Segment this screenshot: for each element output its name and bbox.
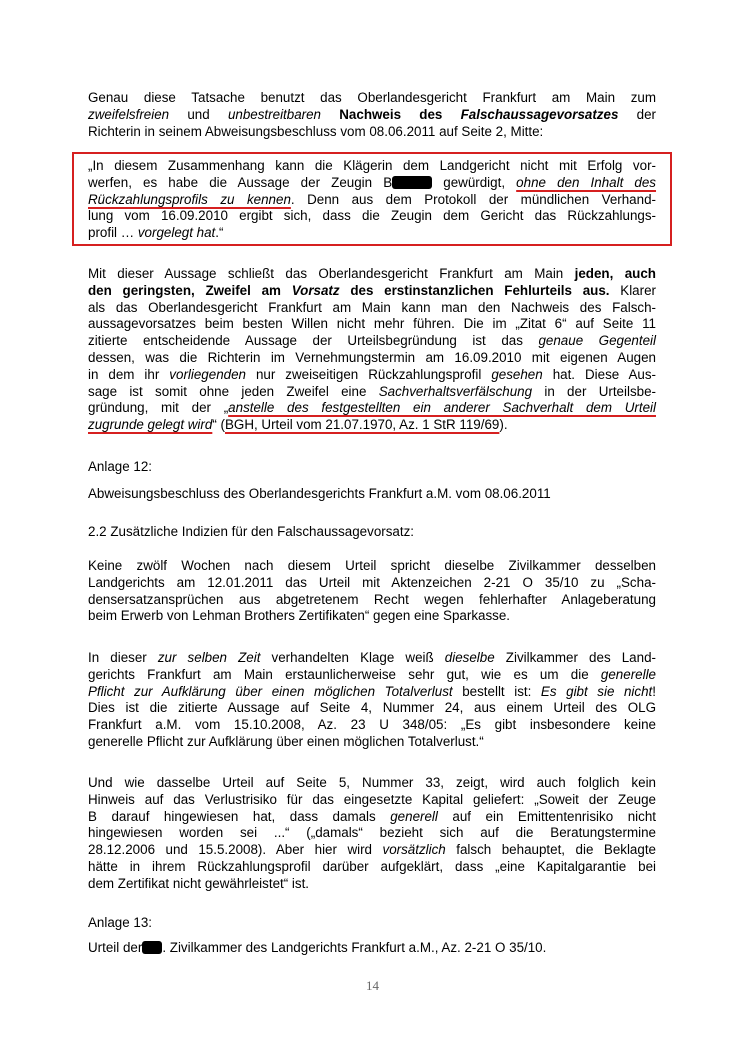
intro-paragraph	[88, 90, 656, 140]
text-line: zweifelsfreien und unbestreitbaren Nachweis des Falschaussagevorsatzes der	[88, 106, 656, 122]
text-line: den geringsten, Zweifel am Vorsatz des erstinstanzlichen Fehlurteils aus. Klarer	[88, 282, 656, 298]
text-line: Keine zwölf Wochen nach diesem Urteil spricht dieselbe Zivilkammer desselben	[88, 558, 656, 573]
text-line: aussagevorsatzes beim besten Willen nicht mehr führen. Die im „Zitat 6“ auf Seite 11	[88, 316, 656, 332]
text-line: In dieser zur selben Zeit verhandelten Klage weiß dieselbe Zivilkammer des Land-	[88, 650, 656, 665]
text-line: zugrunde gelegt wird“ (BGH, Urteil vom 21.07.1970, Az. 1 StR 119/69).	[88, 417, 508, 433]
text-line: in dem ihr vorliegenden nur zweiseitigen Rückzahlungsprofil gesehen hat. Diese Aus-	[88, 366, 657, 382]
risk-paragraph	[88, 775, 656, 893]
text-line: „In diesem Zusammenhang kann die Klägerin dem Landgericht nicht mit Erfolg vor-	[88, 158, 656, 173]
text-line: Rückzahlungsprofils zu kennen. Denn aus dem Protokoll der mündlichen Verhand-	[88, 191, 656, 207]
text-line: dessen, was die Richterin im Vernehmungstermin am 16.09.2010 mit eigenen Augen	[88, 349, 656, 365]
argument-paragraph	[88, 266, 656, 434]
text-line: Pflicht zur Aufklärung über einen möglichen Totalverlust bestellt ist: Es gibt sie nicht!	[88, 683, 657, 699]
same-time-paragraph	[88, 650, 656, 751]
text-line: Urteil der . Zivilkammer des Landgerichts Frankfurt a.M., Az. 2-21 O 35/10.	[88, 940, 547, 955]
redaction-bar	[392, 176, 432, 189]
text-line: zitierte entscheidende Aussage der Urteilsbegründung ist das genaue Gegenteil	[88, 333, 656, 349]
text-line: werfen, es habe die Aussage der Zeugin B gewürdigt, ohne den Inhalt des	[88, 174, 657, 190]
text-line: lung vom 16.09.2010 ergibt sich, dass die Zeugin dem Gericht das Rückzahlungs-	[88, 208, 656, 224]
attachment-13-description	[88, 940, 656, 957]
text-line: densersatzansprüchen aus abgetretenem Recht wegen fehlerhafter Anlageberatung	[88, 591, 656, 607]
attachment-13	[88, 915, 656, 932]
text-line: als das Oberlandesgericht Frankfurt am Main kann man den Nachweis des Falsch-	[88, 299, 656, 315]
text-line: Abweisungsbeschluss des Oberlandesgerichts Frankfurt a.M. vom 08.06.2011	[88, 486, 551, 501]
text-line: sage ist somit ohne jeden Zweifel eine Sachverhaltsverfälschung in der Urteilsbe-	[88, 383, 656, 399]
text-line: hätte in ihrem Rückzahlungsprofil darüber aufgeklärt, dass „eine Kapitalgarantie bei	[88, 858, 656, 874]
heading-text: 2.2 Zusätzliche Indizien für den Falschaussagevorsatz:	[88, 524, 415, 539]
text-line: Genau diese Tatsache benutzt das Oberlandesgericht Frankfurt am Main zum	[88, 90, 656, 105]
attachment-title: Anlage 13:	[88, 915, 153, 930]
attachment-12-description	[88, 486, 656, 503]
text-line: 28.12.2006 und 15.5.2008). Aber hier wird vorsätzlich falsch behauptet, die Beklagte	[88, 842, 656, 858]
text-line: Frankfurt a.M. vom 15.10.2008, Az. 23 U 348/05: „Es gibt insbesondere keine	[88, 717, 656, 733]
text-line: beim Erwerb von Lehman Brothers Zertifikaten“ gegen eine Sparkasse.	[88, 608, 511, 624]
text-line: dem Zertifikat nicht gewährleistet“ ist.	[88, 875, 310, 891]
judgment-paragraph	[88, 558, 656, 625]
text-line: Landgerichts am 12.01.2011 das Urteil mit Aktenzeichen 2-21 O 35/10 zu „Scha-	[88, 574, 656, 590]
quote-paragraph	[88, 158, 656, 242]
section-heading	[88, 524, 656, 541]
text-line: gerichts Frankfurt am Main erstaunlicherweise sehr gut, wie es um die generelle	[88, 666, 656, 682]
page-number: 14	[366, 978, 379, 993]
text-line: Mit dieser Aussage schließt das Oberlandesgericht Frankfurt am Main jeden, auch	[88, 266, 656, 281]
redaction-bar	[142, 941, 162, 954]
text-line: generelle Pflicht zur Aufklärung über einen möglichen Totalverlust.“	[88, 733, 484, 749]
text-line: Und wie dasselbe Urteil auf Seite 5, Nummer 33, zeigt, wird auch folglich kein	[88, 775, 656, 790]
text-line: hingewiesen worden sei ...“ („damals“ bezieht sich auf die Beratungstermine	[88, 825, 656, 841]
text-line: profil … vorgelegt hat.“	[88, 225, 224, 241]
attachment-12	[88, 459, 656, 476]
text-line: B darauf hingewiesen hat, dass damals generell auf ein Emittentenrisiko nicht	[88, 808, 656, 824]
text-line: Richterin in seinem Abweisungsbeschluss vom 08.06.2011 auf Seite 2, Mitte:	[88, 123, 544, 139]
text-line: gründung, mit der „anstelle des festgestellten ein anderer Sachverhalt dem Urteil	[88, 400, 656, 416]
attachment-title: Anlage 12:	[88, 459, 153, 474]
text-line: Dies ist die zitierte Aussage auf Seite 4, Nummer 24, aus einem Urteil des OLG	[88, 700, 656, 716]
text-line: Hinweis auf das Verlustrisiko für das eingesetzte Kapital geliefert: „Soweit der Zeuge	[88, 791, 656, 807]
